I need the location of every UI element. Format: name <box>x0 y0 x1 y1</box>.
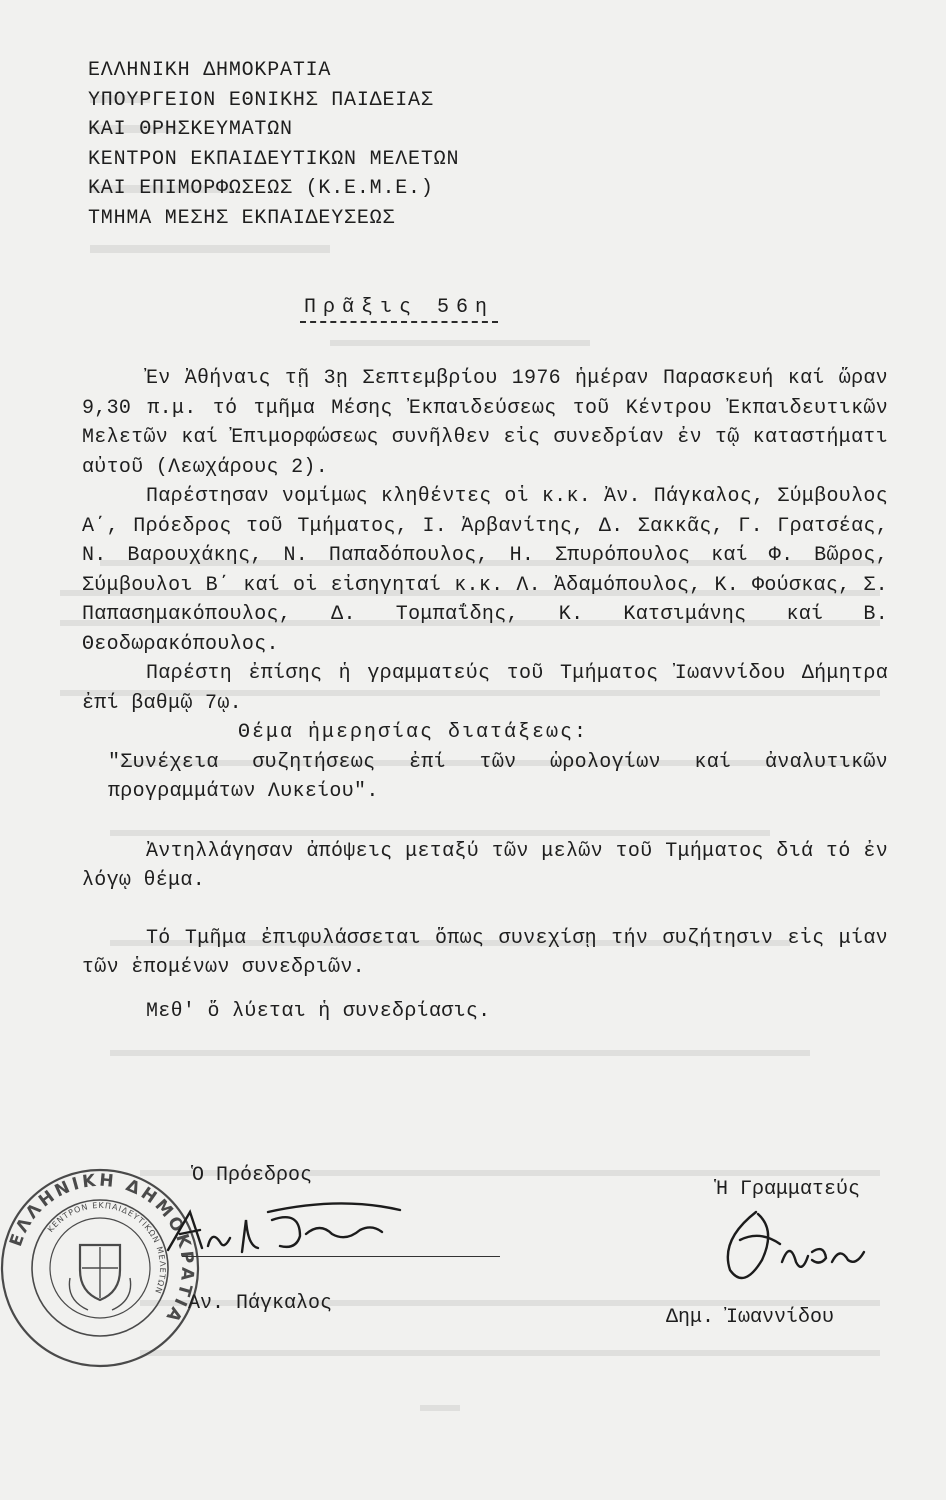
secretary-title: Ἡ Γραμματεύς <box>716 1178 861 1201</box>
discussion-paragraph: Ἀντηλλάγησαν ἀπόψεις μεταξύ τῶν μελῶν τοῦ Τμήματος διά τό ἐν λόγῳ θέμα. <box>82 839 888 892</box>
president-name: Αν. Πάγκαλος <box>188 1292 333 1315</box>
letterhead-line: ΚΑΙ ΘΡΗΣΚΕΥΜΑΤΩΝ <box>88 118 293 141</box>
letterhead-line: ΕΛΛΗΝΙΚΗ ΔΗΜΟΚΡΑΤΙΑ <box>88 59 332 82</box>
president-title: Ὁ Πρόεδρος <box>192 1164 313 1187</box>
president-signature-icon <box>150 1190 410 1270</box>
postponement-paragraph: Τό Τμῆμα ἐπιφυλάσσεται ὅπως συνεχίσῃ τήν συζήτησιν εἰς μίαν τῶν ἑπομένων συνεδριῶν. <box>82 926 888 979</box>
letterhead-line: ΤΜΗΜΑ ΜΕΣΗΣ ΕΚΠΑΙΔΕΥΣΕΩΣ <box>88 206 396 230</box>
secretary-signature-icon <box>700 1200 880 1300</box>
minutes-body <box>82 364 888 1026</box>
svg-text:ΚΕΝΤΡΟΝ ΕΚΠΑΙΔΕΥΤΙΚΩΝ ΜΕΛΕΤΩΝ <box>46 1201 167 1295</box>
attendees-paragraph: Παρέστησαν νομίμως κληθέντες οἱ κ.κ. Ἀν. Πάγκαλος, Σύμβουλος Α΄, Πρόεδρος τοῦ Τμήματος, Ι. Ἀρβανίτης, Δ. Σακκᾶς, Γ. Γρατσέας, Ν. Βαρουχάκης, Ν. Παπαδόπουλος, Η. Σπυρόπουλος καί Φ. Βῶρος, Σύμβουλοι Β΄ καί οἱ εἰσηγηταί κ.κ. Λ. Ἀδαμόπουλος, Κ. Φούσκας, Σ. Παπασημακόπουλος, Δ. Τομπαΐδης, Κ. Κατσιμάνης καί Β. Θεοδωρακόπουλος. <box>82 485 888 656</box>
letterhead-line: ΚΑΙ ΕΠΙΜΟΡΦΩΣΕΩΣ (Κ.Ε.Μ.Ε.) <box>88 177 434 200</box>
letterhead-line: ΥΠΟΥΡΓΕΙΟΝ ΕΘΝΙΚΗΣ ΠΑΙΔΕΙΑΣ <box>88 88 434 112</box>
stamp-inner-text: ΚΕΝΤΡΟΝ ΕΚΠΑΙΔΕΥΤΙΚΩΝ ΜΕΛΕΤΩΝ <box>45 1200 168 1296</box>
agenda-heading: Θέμα ἡμερησίας διατάξεως: <box>238 721 589 744</box>
letterhead <box>88 56 459 233</box>
president-signature-line <box>182 1256 500 1257</box>
document-title: Πρᾶξις 56η <box>300 296 498 323</box>
secretary-name: Δημ. Ἰωαννίδου <box>666 1306 835 1329</box>
closing-paragraph: Μεθ' ὅ λύεται ἡ συνεδρίασις. <box>146 999 491 1023</box>
letterhead-line: ΚΕΝΤΡΟΝ ΕΚΠΑΙΔΕΥΤΙΚΩΝ ΜΕΛΕΤΩΝ <box>88 147 460 171</box>
meeting-opening-paragraph: Ἐν Ἀθήναις τῇ 3ῃ Σεπτεμβρίου 1976 ἡμέραν Παρασκευή καί ὥραν 9,30 π.μ. τό τμῆμα Μέσης Ἐκπαιδεύσεως τοῦ Κέντρου Ἐκπαιδευτικῶν Μελετῶν καί Ἐπιμορφώσεως συνῆλθεν εἰς συνεδρίαν ἐν τῷ καταστήματι αὐτοῦ (Λεωχάρους 2). <box>82 367 888 479</box>
agenda-text: "Συνέχεια συζητήσεως ἐπί τῶν ὡρολογίων καί ἀναλυτικῶν προγραμμάτων Λυκείου". <box>108 750 888 803</box>
stamp-outer-text: ΕΛΛΗΝΙΚΗ ΔΗΜΟΚΡΑΤΙΑ <box>6 1170 198 1328</box>
secretary-paragraph: Παρέστη ἐπίσης ἡ γραμματεύς τοῦ Τμήματος Ἰωαννίδου Δήμητρα ἐπί βαθμῷ 7ῳ. <box>82 662 888 715</box>
